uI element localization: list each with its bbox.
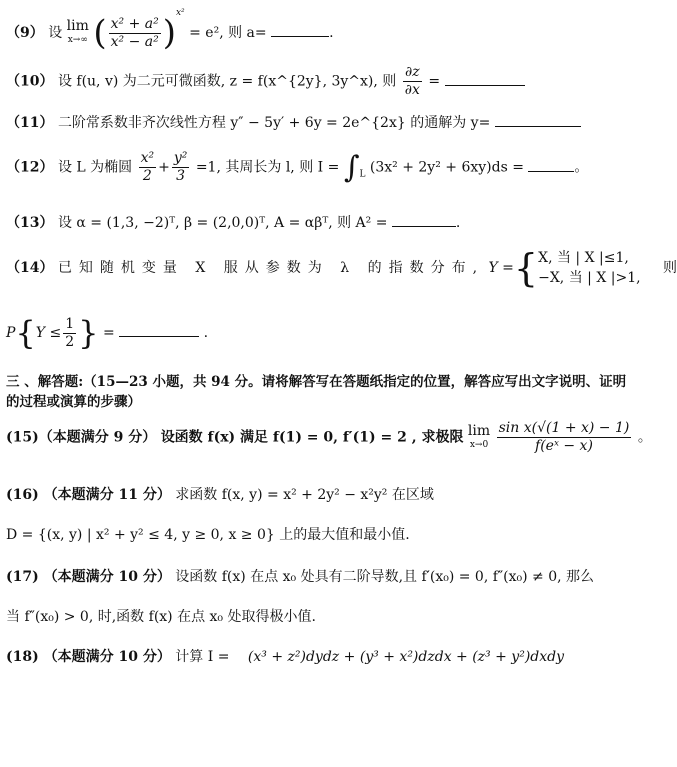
limit-operator: lim x→∞ xyxy=(66,18,89,45)
answer-blank[interactable] xyxy=(271,24,329,37)
question-14-continued: P{Y ≤ $\frac{1}{2}$ } = . xyxy=(6,314,209,352)
fraction: $\frac{\text{x² + a²}}{\text{x² − a²}}$ xyxy=(110,15,159,50)
question-text: = e², 则 a= xyxy=(189,25,267,41)
answer-blank[interactable] xyxy=(445,73,525,86)
question-text: 设 f(u, v) 为二元可微函数, z = f(x^{2y}, 3y^x), 则 xyxy=(57,73,397,90)
question-14: （14） 已知随机变量 X 服从参数为 λ 的指数分布, Y ={ X, 当 | X |≤1, −X, 当 | X |>1, 则 xyxy=(6,246,677,290)
question-number: （10） xyxy=(6,73,54,90)
question-number: (18) （本题满分 10 分） xyxy=(6,649,171,665)
question-17-continued: 当 f″(x₀) > 0, 时,函数 f(x) 在点 x₀ 处取得极小值. xyxy=(6,609,316,625)
question-text: 设 xyxy=(48,25,63,41)
fraction: $\frac{1}{2}$ xyxy=(65,315,75,350)
integral-subscript: L xyxy=(359,169,366,180)
question-16 xyxy=(6,484,634,504)
integral-expression: (x³ + z²)dydz + (y³ + x²)dzdx + (z³ + y²)dxdy xyxy=(247,649,565,665)
question-15: (15)（本题满分 9 分） 设函数 f(x) 满足 f(1) = 0, f′(1) = 2 , 求极限 lim x→0 $\frac{\text{sin x(√(1 + x) − 1)}}{\text{f(eˣ − x)}}$ 。 xyxy=(6,420,652,454)
question-number: （11） xyxy=(6,115,54,131)
question-number: （12） xyxy=(6,159,54,176)
piecewise-cases: X, 当 | X |≤1, −X, 当 | X |>1, xyxy=(538,250,641,286)
question-number: （14） xyxy=(6,260,54,276)
section-heading: 三 、解答题:（15—23 小题，共 94 分。请将解答写在答题纸指定的位置，解答应写出文字说明、证明的过程或演算的步骤） xyxy=(6,374,627,410)
question-text: 二阶常系数非齐次线性方程 y″ − 5y′ + 6y = 2e^{2x} 的通解为 y= xyxy=(57,115,491,131)
fraction: $\frac{\text{x²}}{2}$ xyxy=(140,150,155,184)
question-9: （9） 设 lim x→∞ ( $\frac{\text{x² + a²}}{\text{x² − a²}}$ )$^{x^2}$ = e², 则 a= . xyxy=(6,8,334,53)
question-number: （9） xyxy=(6,25,44,41)
fraction: $\frac{\text{sin x(√(1 + x) − 1)}}{\text{f(eˣ − x)}}$ xyxy=(498,420,630,454)
question-text: 求函数 f(x, y) = x² + 2y² − x²y² 在区域 xyxy=(175,487,434,503)
question-number: (16) （本题满分 11 分） xyxy=(6,487,171,503)
answer-blank[interactable] xyxy=(119,324,199,337)
question-10: （10） 设 f(u, v) 为二元可微函数, z = f(x^{2y}, 3y^x), 则 $\frac{\partial z}{\partial x}$ = xyxy=(6,64,634,99)
question-12: （12） 设 L 为椭圆 $\frac{\text{x²}}{2}$ + $\frac{\text{y²}}{3}$ =1, 其周长为 l, 则 $I = \int_L$ (3x² + 2y² + 6xy)ds = 。 xyxy=(6,150,589,185)
question-number: (15)（本题满分 9 分） xyxy=(6,429,157,446)
question-17 xyxy=(6,566,634,586)
answer-blank[interactable] xyxy=(495,114,581,127)
question-text: 计算 I = xyxy=(175,649,230,665)
exponent: x² xyxy=(175,8,185,18)
question-text: 设 α = (1,3, −2)ᵀ, β = (2,0,0)ᵀ, A = αβᵀ, 则 A² = xyxy=(57,215,388,231)
answer-blank[interactable] xyxy=(392,214,456,227)
question-text: 已知随机变量 X 服从参数为 λ 的指数分布, xyxy=(57,260,485,276)
question-text: (3x² + 2y² + 6xy)ds = xyxy=(369,159,524,176)
question-16-region: D = {(x, y) | x² + y² ≤ 4, y ≥ 0, x ≥ 0} 上的最大值和最小值. xyxy=(6,527,410,543)
answer-blank[interactable] xyxy=(528,159,574,172)
question-11 xyxy=(6,112,634,132)
question-18 xyxy=(6,646,634,666)
question-text: 设函数 f(x) 在点 x₀ 处具有二阶导数,且 f′(x₀) = 0, f″(x₀) ≠ 0, 那么 xyxy=(175,569,595,585)
limit-operator: lim x→0 xyxy=(467,422,491,450)
question-text: =1, 其周长为 l, 则 I = xyxy=(195,159,340,176)
question-number: (17) （本题满分 10 分） xyxy=(6,569,171,585)
fraction: $\frac{\text{y²}}{3}$ xyxy=(173,150,188,184)
question-13: （13） 设 α = (1,3, −2)ᵀ, β = (2,0,0)ᵀ, A = αβᵀ, 则 A² = . xyxy=(6,215,461,231)
integral-symbol: ∫ xyxy=(343,150,360,185)
fraction: $\frac{\partial z}{\partial x}$ xyxy=(404,64,420,98)
question-text: 设 L 为椭圆 xyxy=(57,159,133,176)
question-text: 设函数 f(x) 满足 f(1) = 0, f′(1) = 2 , 求极限 xyxy=(160,429,464,446)
question-number: （13） xyxy=(6,215,54,231)
